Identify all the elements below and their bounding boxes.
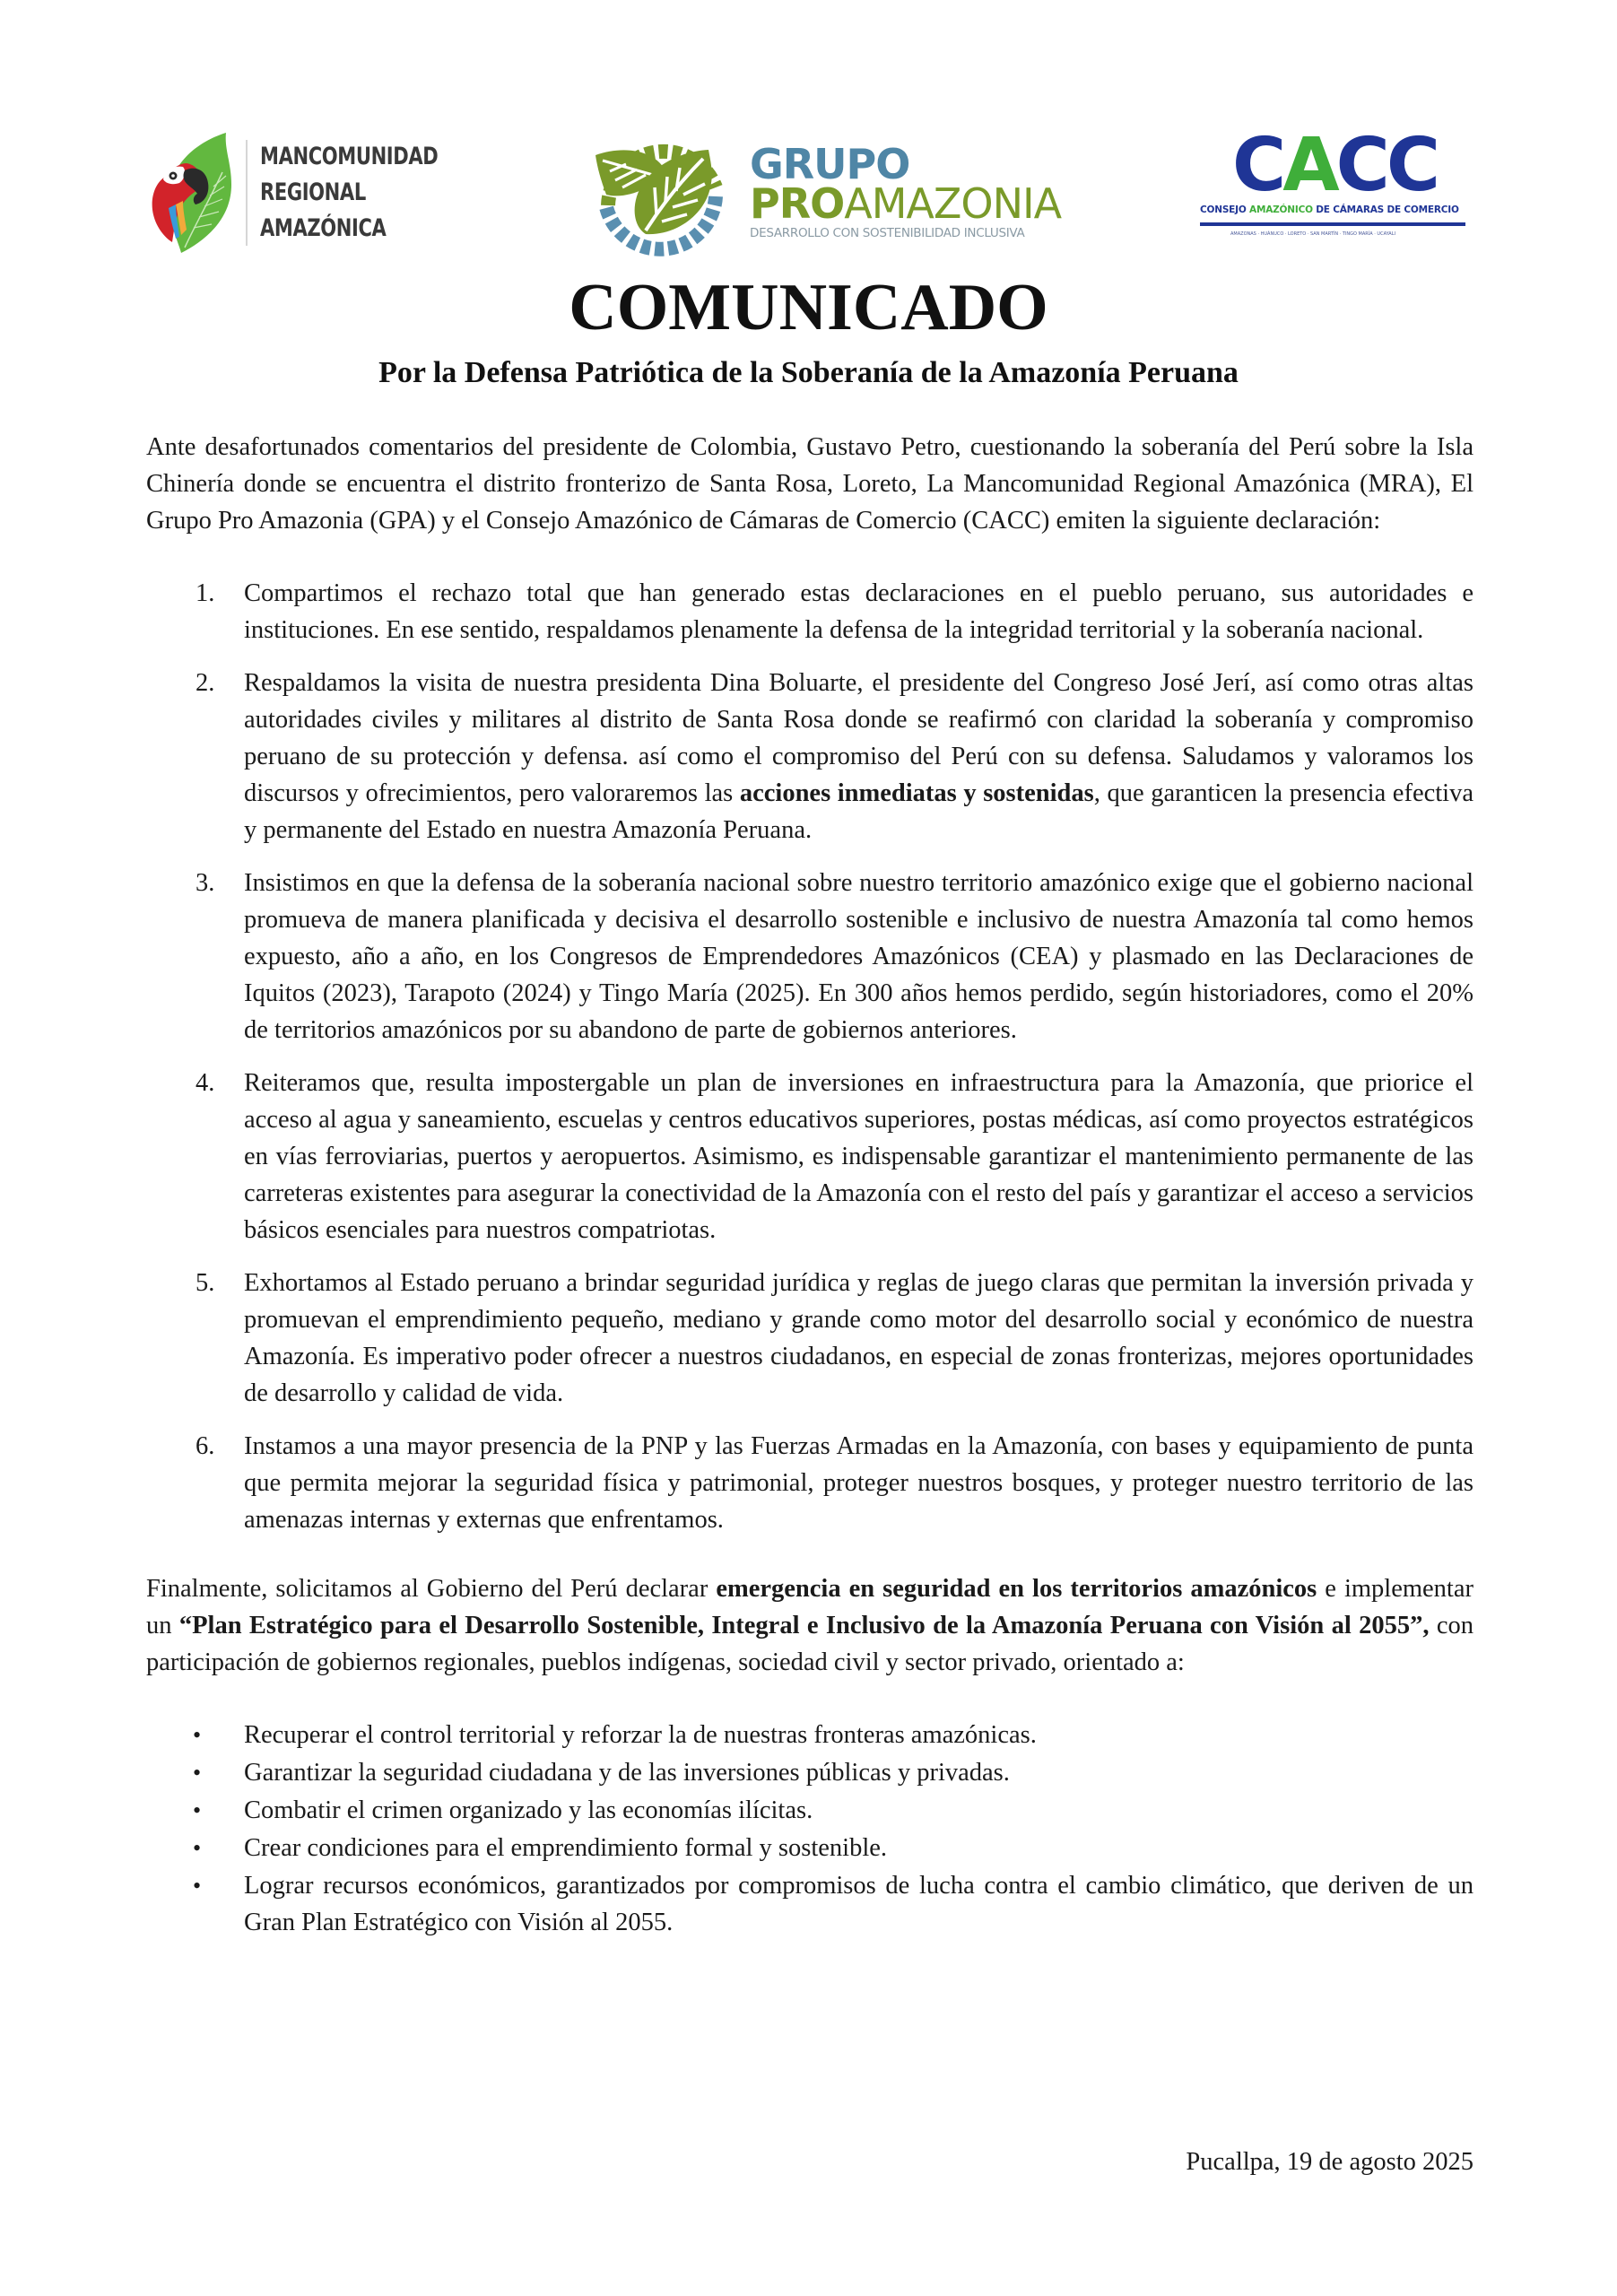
logo-grupo-pro-amazonia <box>590 130 1062 247</box>
cacc-rule <box>1200 222 1465 226</box>
place-date-signature: Pucallpa, 19 de agosto 2025 <box>1186 2148 1474 2176</box>
point-number: 6. <box>196 1432 215 1460</box>
macaw-leaf-icon <box>149 131 239 255</box>
gpa-amazonia: AMAZONIA <box>844 179 1062 228</box>
mra-line-2: REGIONAL <box>260 178 366 206</box>
declaration-point <box>146 1428 1474 1538</box>
point-text-bold: acciones inmediatas y sostenidas <box>739 779 1094 807</box>
logo-mancomunidad-regional-amazonica <box>149 130 439 256</box>
cacc-cc: CC <box>1335 123 1438 208</box>
point-text: , que garanticen la presencia efectiva y permanente del Estado en nuestra Amazonía Peruana. <box>244 779 1474 844</box>
point-number: 2. <box>196 669 215 697</box>
point-number: 5. <box>196 1269 215 1297</box>
gpa-pro: PRO <box>750 179 845 228</box>
gpa-line-2 <box>750 179 1062 228</box>
gpa-tagline: DESARROLLO CON SOSTENIBILIDAD INCLUSIVA <box>750 226 1025 240</box>
bullet-icon: • <box>193 1835 202 1861</box>
logo-cacc <box>1195 123 1473 251</box>
declaration-point <box>146 665 1474 848</box>
goal-text: Crear condiciones para el emprendimiento formal y sostenible. <box>244 1834 888 1862</box>
document-body <box>146 429 1474 1942</box>
cacc-sub-1: CONSEJO <box>1200 204 1250 215</box>
closing-text: Finalmente, solicitamos al Gobierno del Perú declarar <box>146 1575 717 1603</box>
point-text: Reiteramos que, resulta impostergable un plan de inversiones en infraestructura para la Amazonía, que priorice el acceso al agua y saneamiento, escuelas y centros educativos superiores, postas médicas, así como proyectos estratégicos en vías ferroviarias, puertos y aeropuertos. Asimismo, es indispensable garantizar el mantenimiento permanente de las carreteras existentes para asegurar la conectividad de la Amazonía con el resto del país y garantizar el acceso a servicios básicos esenciales para nuestros compatriotas. <box>244 1069 1474 1244</box>
cacc-regions: AMAZONAS · HUÁNUCO · LORETO · SAN MARTÍN · TINGO MARÍA · UCAYALI <box>1230 231 1395 237</box>
gpa-line-1: GRUPO <box>750 140 910 188</box>
cacc-sub-3: DE CÁMARAS DE COMERCIO <box>1312 204 1459 215</box>
point-text: Exhortamos al Estado peruano a brindar seguridad jurídica y reglas de juego claras que permitan la inversión privada y promuevan el emprendimiento pequeño, mediano y grande como motor del desarrollo social y económico de nuestra Amazonía. Es imperativo poder ofrecer a nuestros ciudadanos, en especial de zonas fronterizas, mejores oportunidades de desarrollo y calidad de vida. <box>244 1269 1474 1407</box>
point-number: 1. <box>196 579 215 607</box>
declaration-point <box>146 575 1474 648</box>
goal-text: Lograr recursos económicos, garantizados por compromisos de lucha contra el cambio climático, que deriven de un Gran Plan Estratégico con Visión al 2055. <box>244 1872 1474 1936</box>
mra-line-3: AMAZÓNICA <box>260 214 387 242</box>
bullet-icon: • <box>193 1722 202 1748</box>
goal-item <box>146 1867 1474 1941</box>
mra-line-1: MANCOMUNIDAD <box>260 143 439 170</box>
goal-item <box>146 1717 1474 1753</box>
logo-header <box>0 0 1617 269</box>
document-title: COMUNICADO <box>569 271 1048 344</box>
declaration-point <box>146 1065 1474 1248</box>
bullet-icon: • <box>193 1760 202 1786</box>
cacc-acronym <box>1232 123 1438 208</box>
goal-text: Combatir el crimen organizado y las economías ilícitas. <box>244 1796 813 1824</box>
closing-text: e implementar un <box>146 1575 1474 1639</box>
document-subtitle: Por la Defensa Patriótica de la Soberanía de la Amazonía Peruana <box>378 356 1239 389</box>
intro-paragraph: Ante desafortunados comentarios del presidente de Colombia, Gustavo Petro, cuestionando la soberanía del Perú sobre la Isla Chinería donde se encuentra el distrito fronterizo de Santa Rosa, Loreto, La Mancomunidad Regional Amazónica (MRA), El Grupo Pro Amazonia (GPA) y el Consejo Amazónico de Cámaras de Comercio (CACC) emiten la siguiente declaración: <box>146 433 1474 535</box>
closing-text-bold: “Plan Estratégico para el Desarrollo Sostenible, Integral e Inclusivo de la Amazonía Peruana con Visión al 2055”, <box>178 1612 1430 1639</box>
goal-item <box>146 1754 1474 1791</box>
goal-text: Garantizar la seguridad ciudadana y de las inversiones públicas y privadas. <box>244 1759 1010 1787</box>
point-number: 3. <box>196 869 215 897</box>
point-text: Insistimos en que la defensa de la soberanía nacional sobre nuestro territorio amazónico exige que el gobierno nacional promueva de manera planificada y decisiva el desarrollo sostenible e inclusivo de nuestra Amazonía tal como hemos expuesto, año a año, en los Congresos de Emprendedores Amazónicos (CEA) y plasmado en las Declaraciones de Iquitos (2023), Tarapoto (2024) y Tingo María (2025). En 300 años hemos perdido, según historiadores, como el 20% de territorios amazónicos por su abandono de parte de gobiernos anteriores. <box>244 869 1474 1044</box>
cacc-sub-2: AMAZÓNICO <box>1249 204 1313 215</box>
goal-text: Recuperar el control territorial y reforzar la de nuestras fronteras amazónicas. <box>244 1721 1037 1749</box>
declaration-point <box>146 1265 1474 1412</box>
logo-divider <box>246 140 248 246</box>
point-text: Instamos a una mayor presencia de la PNP y las Fuerzas Armadas en la Amazonía, con bases y equipamiento de punta que permita mejorar la seguridad física y patrimonial, proteger nuestros bosques, y proteger nuestro territorio de las amenazas internas y externas que enfrentamos. <box>244 1432 1474 1534</box>
point-text: Respaldamos la visita de nuestra presidenta Dina Boluarte, el presidente del Congreso José Jerí, así como otras altas autoridades civiles y militares al distrito de Santa Rosa donde se reafirmó con claridad la soberanía y compromiso peruano de su protección y defensa. así como el compromiso del Perú con su defensa. Saludamos y valoramos los discursos y ofrecimientos, pero valoraremos las <box>244 669 1474 807</box>
bullet-icon: • <box>193 1873 202 1899</box>
goals-list <box>146 1717 1474 1941</box>
declaration-points <box>146 575 1474 1538</box>
bullet-icon: • <box>193 1797 202 1823</box>
mra-wordmark <box>260 139 438 247</box>
point-text: Compartimos el rechazo total que han generado estas declaraciones en el pueblo peruano, sus autoridades e instituciones. En ese sentido, respaldamos plenamente la defensa de la integridad territorial y la soberanía nacional. <box>244 579 1474 644</box>
declaration-point <box>146 865 1474 1048</box>
closing-paragraph <box>146 1570 1474 1681</box>
point-number: 4. <box>196 1069 215 1097</box>
cacc-c: C <box>1232 123 1283 208</box>
cacc-fullname <box>1200 204 1469 215</box>
closing-text-bold: emergencia en seguridad en los territorios amazónicos <box>716 1575 1317 1603</box>
gpa-wordmark <box>750 140 1062 240</box>
leaf-sun-emblem-icon <box>590 125 730 259</box>
goal-item <box>146 1792 1474 1829</box>
cacc-a: A <box>1282 123 1336 208</box>
closing-text: con participación de gobiernos regionales, pueblos indígenas, sociedad civil y sector privado, orientado a: <box>146 1612 1474 1676</box>
goal-item <box>146 1830 1474 1866</box>
